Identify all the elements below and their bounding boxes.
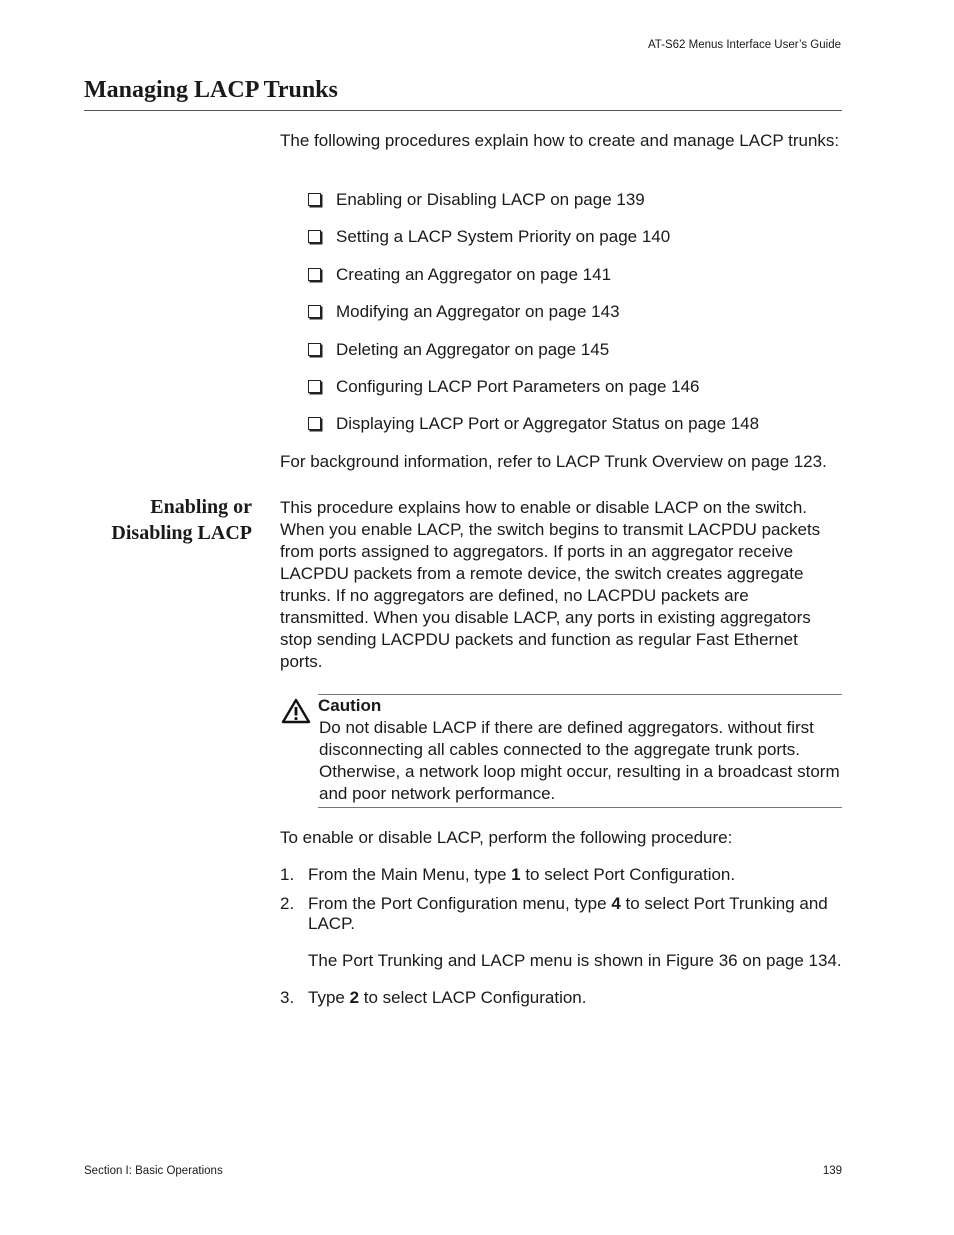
procedure-description: This procedure explains how to enable or disable LACP on the switch. When you enable LACP, the switch begins to transmit LACPDU packets from ports assigned to aggregators. If ports in an aggregator receive LACPDU packets from a remote device, the switch creates aggregate trunks. If no aggregators are defined, no LACPDU packets are transmitted. When you disable LACP, any ports in existing aggregators stop sending LACPDU packets and function as regular Fast Ethernet ports. bbox=[280, 498, 821, 671]
procedure-link[interactable]: Enabling or Disabling LACP on page 139 bbox=[336, 190, 645, 209]
step-note[interactable]: The Port Trunking and LACP menu is shown in Figure 36 on page 134. bbox=[308, 951, 842, 970]
step-number: 3. bbox=[280, 988, 295, 1007]
step-text: From the Main Menu, type 1 to select Port Configuration. bbox=[308, 865, 736, 884]
running-header: AT-S62 Menus Interface User’s Guide bbox=[647, 39, 841, 51]
procedure-link[interactable]: Deleting an Aggregator on page 145 bbox=[336, 339, 610, 359]
title-divider bbox=[84, 110, 842, 111]
intro-paragraph: The following procedures explain how to create and manage LACP trunks: bbox=[280, 131, 840, 150]
procedure-heading-line: Disabling LACP bbox=[111, 522, 252, 544]
list-item[interactable] bbox=[308, 376, 759, 413]
menu-key: 1 bbox=[511, 865, 521, 884]
warning-triangle-icon bbox=[281, 698, 311, 724]
procedure-link[interactable]: Displaying LACP Port or Aggregator Status on page 148 bbox=[336, 414, 760, 434]
list-item[interactable] bbox=[308, 301, 759, 338]
procedure-heading bbox=[84, 494, 252, 546]
page-number: 139 bbox=[822, 1165, 842, 1177]
section-title: Managing LACP Trunks bbox=[84, 77, 338, 103]
procedure-step bbox=[280, 894, 842, 934]
checkbox-bullet-icon bbox=[308, 230, 321, 243]
menu-key: 4 bbox=[611, 894, 621, 913]
step-text: From the Port Configuration menu, type 4 to select Port Trunking and LACP. bbox=[308, 894, 828, 933]
procedure-link[interactable]: Configuring LACP Port Parameters on page 146 bbox=[336, 376, 700, 396]
checkbox-bullet-icon bbox=[308, 305, 321, 318]
list-item[interactable] bbox=[308, 189, 759, 226]
procedure-heading-line: Enabling or bbox=[150, 496, 252, 518]
list-item[interactable] bbox=[308, 226, 759, 263]
procedure-lead-in: To enable or disable LACP, perform the following procedure: bbox=[280, 828, 733, 847]
menu-key: 2 bbox=[349, 988, 360, 1007]
procedure-step bbox=[280, 864, 842, 886]
procedure-link[interactable]: Creating an Aggregator on page 141 bbox=[336, 264, 612, 284]
list-item[interactable] bbox=[308, 264, 759, 301]
step-number: 1. bbox=[280, 865, 295, 884]
background-note[interactable]: For background information, refer to LACP Trunk Overview on page 123. bbox=[280, 452, 827, 471]
procedure-link[interactable]: Setting a LACP System Priority on page 140 bbox=[336, 227, 671, 247]
list-item[interactable] bbox=[308, 413, 759, 450]
step-number: 2. bbox=[280, 894, 295, 913]
procedure-link[interactable]: Modifying an Aggregator on page 143 bbox=[336, 302, 620, 322]
procedure-link-list bbox=[308, 189, 759, 451]
caution-top-rule bbox=[318, 694, 842, 695]
procedure-step bbox=[280, 987, 842, 1009]
checkbox-bullet-icon bbox=[308, 268, 321, 281]
checkbox-bullet-icon bbox=[308, 193, 321, 206]
caution-bottom-rule bbox=[318, 807, 842, 808]
step-text: Type 2 to select LACP Configuration. bbox=[308, 988, 587, 1007]
caution-text: Do not disable LACP if there are defined aggregators. without first disconnecting all cables connected to the aggregate trunk ports. Otherwise, a network loop might occur, resulting in a broadcast storm and poor network performance. bbox=[319, 718, 840, 803]
footer-section: Section I: Basic Operations bbox=[84, 1165, 223, 1177]
checkbox-bullet-icon bbox=[308, 343, 321, 356]
checkbox-bullet-icon bbox=[308, 417, 321, 430]
checkbox-bullet-icon bbox=[308, 380, 321, 393]
list-item[interactable] bbox=[308, 339, 759, 376]
caution-label: Caution bbox=[318, 696, 382, 715]
